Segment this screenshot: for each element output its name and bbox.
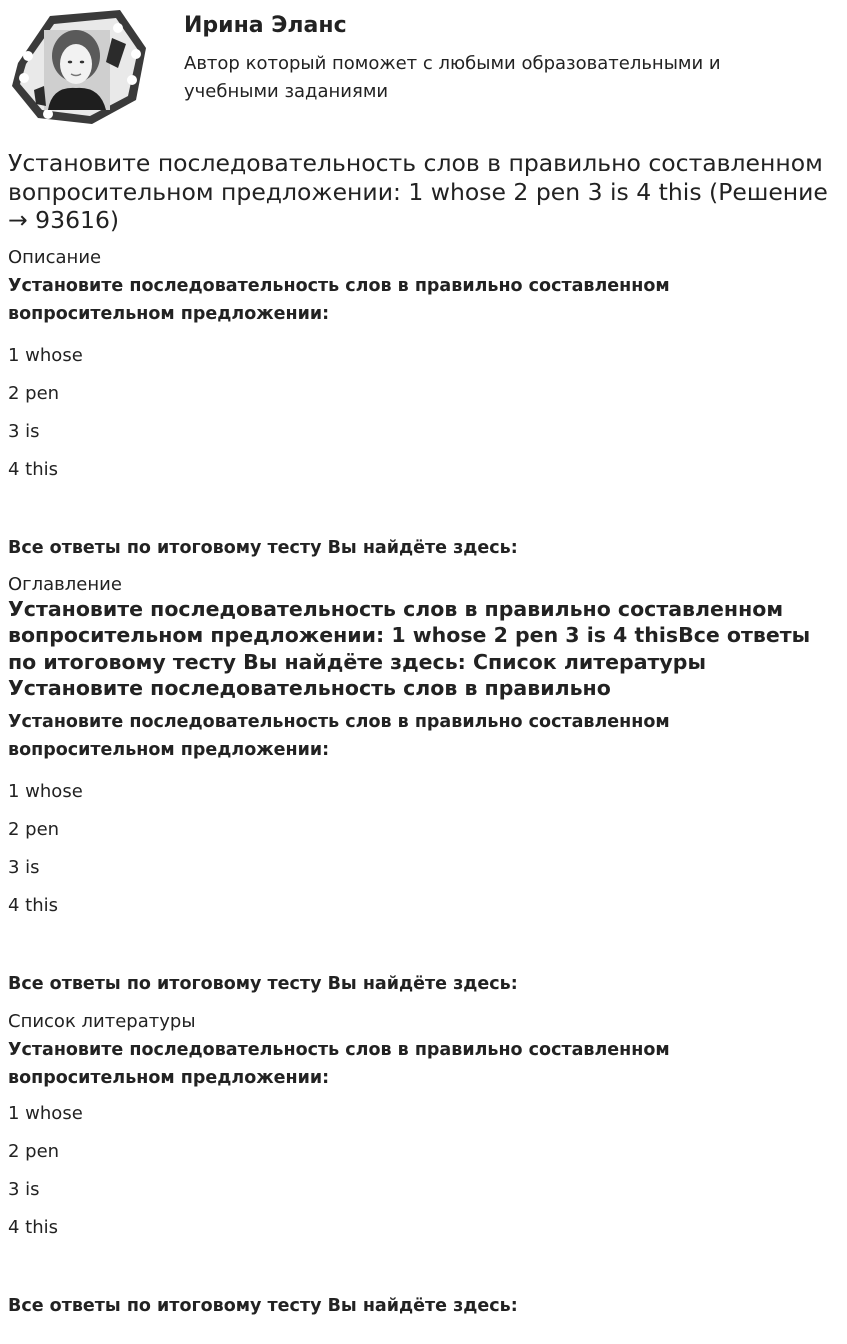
answers-link[interactable]: Все ответы по итоговому тесту Вы найдёте здесь: <box>8 1295 518 1316</box>
author-description: Автор который поможет с любыми образовательными и учебными заданиями <box>184 53 721 102</box>
list-item: 2 pen <box>8 382 60 404</box>
main-content <box>8 149 840 1317</box>
description-section <box>8 246 840 559</box>
list-item: 3 is <box>8 420 40 442</box>
page-title: Установите последовательность слов в правильно составленном вопросительном предложении: 1 whose 2 pen 3 is 4 this (Решение → 93616) <box>8 149 828 234</box>
list-item: 1 whose <box>8 780 83 802</box>
description-label: Описание <box>8 246 102 268</box>
author-avatar-photo[interactable] <box>8 8 150 126</box>
list-item: 1 whose <box>8 344 83 366</box>
toc-text: Установите последовательность слов в правильно составленном вопросительном предложении: 1 whose 2 pen 3 is 4 thisВсе ответы по итоговому тесту Вы найдёте здесь: Список литературы Установите последовательность слов в правильно <box>8 596 811 700</box>
list-item: 2 pen <box>8 818 60 840</box>
list-item: 3 is <box>8 856 40 878</box>
question-text: Установите последовательность слов в правильно составленном вопросительном предложении: <box>8 275 670 324</box>
question-text: Установите последовательность слов в правильно составленном вопросительном предложении: <box>8 1039 670 1088</box>
toc-section <box>8 573 840 995</box>
list-item: 4 this <box>8 1216 59 1238</box>
literature-label: Список литературы <box>8 1010 196 1032</box>
toc-label: Оглавление <box>8 573 122 595</box>
list-item: 3 is <box>8 1178 40 1200</box>
question-text: Установите последовательность слов в правильно составленном вопросительном предложении: <box>8 711 670 760</box>
literature-section <box>8 1010 840 1317</box>
list-item: 4 this <box>8 458 59 480</box>
answers-link[interactable]: Все ответы по итоговому тесту Вы найдёте здесь: <box>8 973 518 994</box>
list-item: 4 this <box>8 894 59 916</box>
list-item: 1 whose <box>8 1102 83 1124</box>
author-name[interactable]: Ирина Эланс <box>184 13 347 38</box>
answers-link[interactable]: Все ответы по итоговому тесту Вы найдёте здесь: <box>8 537 518 558</box>
list-item: 2 pen <box>8 1140 60 1162</box>
author-card <box>0 0 847 140</box>
